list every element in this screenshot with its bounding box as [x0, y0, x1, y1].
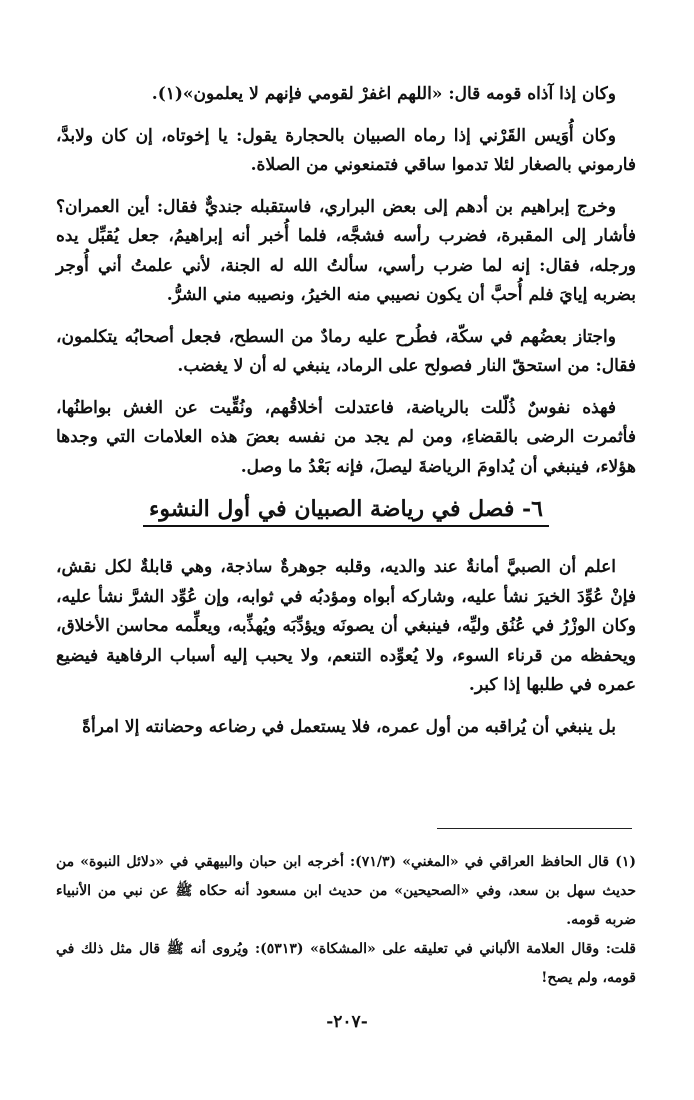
paragraph: وكان أُوَيس القَرْني إذا رماه الصبيان بالحجارة يقول: يا إخوتاه، إن كان ولابدَّ، فارموني بالصغار لئلا تدموا ساقي فتمنعوني من الصلاة.	[56, 125, 636, 175]
paragraph: بل ينبغي أن يُراقبه من أول عمره، فلا يستعمل في رضاعه وحضانته إلا امرأةً	[82, 716, 616, 737]
footnote: (١) قال الحافظ العراقي في «المغني» (٧١/٣): أخرجه ابن حبان والبيهقي في «دلائل النبوة» من حديث سهل بن سعد، وفي «الصحيحين» من حديث ابن مسعود أنه حكاه ﷺ عن نبي من الأنبياء ضربه قومه.	[56, 854, 636, 928]
paragraph: اعلم أن الصبيَّ أمانةٌ عند والديه، وقلبه جوهرةٌ ساذجة، وهي قابلةٌ لكل نقش، فإنْ عُوِّدَ الخيرَ نشأ عليه، وشاركه أبواه ومؤدبُه في ثوابه، وإن عُوِّد الشرَّ نشأ عليه، وكان الوزْرُ في عُنُق وليِّه، فينبغي أن يصونَه ويؤدِّبَه ويُهذِّبه، ويعلِّمه محاسن الأخلاق، ويحفظه من قرناء السوء، ولا يُعوِّده التنعم، ولا يحبب إليه أسباب الرفاهية فيضيع عمره في طلبها إذا كبر.	[56, 557, 636, 695]
footnote-divider	[437, 828, 632, 829]
section-heading: ٦- فصل في رياضة الصبيان في أول النشوء	[143, 494, 549, 527]
paragraph: واجتاز بعضُهم في سكّة، فطُرح عليه رمادٌ من السطح، فجعل أصحابُه يتكلمون، فقال: من استحقّ النار فصولح على الرماد، ينبغي له أن لا يغضب.	[56, 326, 636, 376]
paragraph: وخرج إبراهيم بن أدهم إلى بعض البراري، فاستقبله جنديٌّ فقال: أين العمران؟ فأشار إلى المقبرة، فضرب رأسه فشجَّه، فلما أُخبر أنه إبراهيمُ، جعل يُقبِّل يده ورجله، فقال: إنه لما ضرب رأسي، سألتُ الله له الجنة، لأني علمتُ أني أُوجر بضربه إيايَ فلم أُحبَّ أن يكون نصيبي منه الخيرُ، ونصيبه مني الشرُّ.	[56, 196, 636, 305]
section-heading-wrap	[56, 494, 636, 527]
footnotes	[56, 848, 636, 993]
main-text	[56, 80, 636, 754]
paragraph: فهذه نفوسٌ ذُلّلت بالرياضة، فاعتدلت أخلاقُهم، ونُقِّيت عن الغش بواطنُها، فأثمرت الرضى بالقضاءِ، ومن لم يجد من نفسه بعضَ هذه العلامات التي وجدها هؤلاء، فينبغي أن يُداومَ الرياضةَ ليصلَ، فإنه بَعْدُ ما وصل.	[56, 397, 636, 477]
footnote: قلت: وقال العلامة الألباني في تعليقه على «المشكاة» (٥٣١٣): ويُروى أنه ﷺ قال مثل ذلك في قومه، ولم يصح!	[56, 941, 636, 986]
page-number: -٢٠٧-	[326, 1012, 368, 1032]
paragraph: وكان إذا آذاه قومه قال: «اللهم اغفرْ لقومي فإنهم لا يعلمون»(١).	[151, 84, 616, 104]
